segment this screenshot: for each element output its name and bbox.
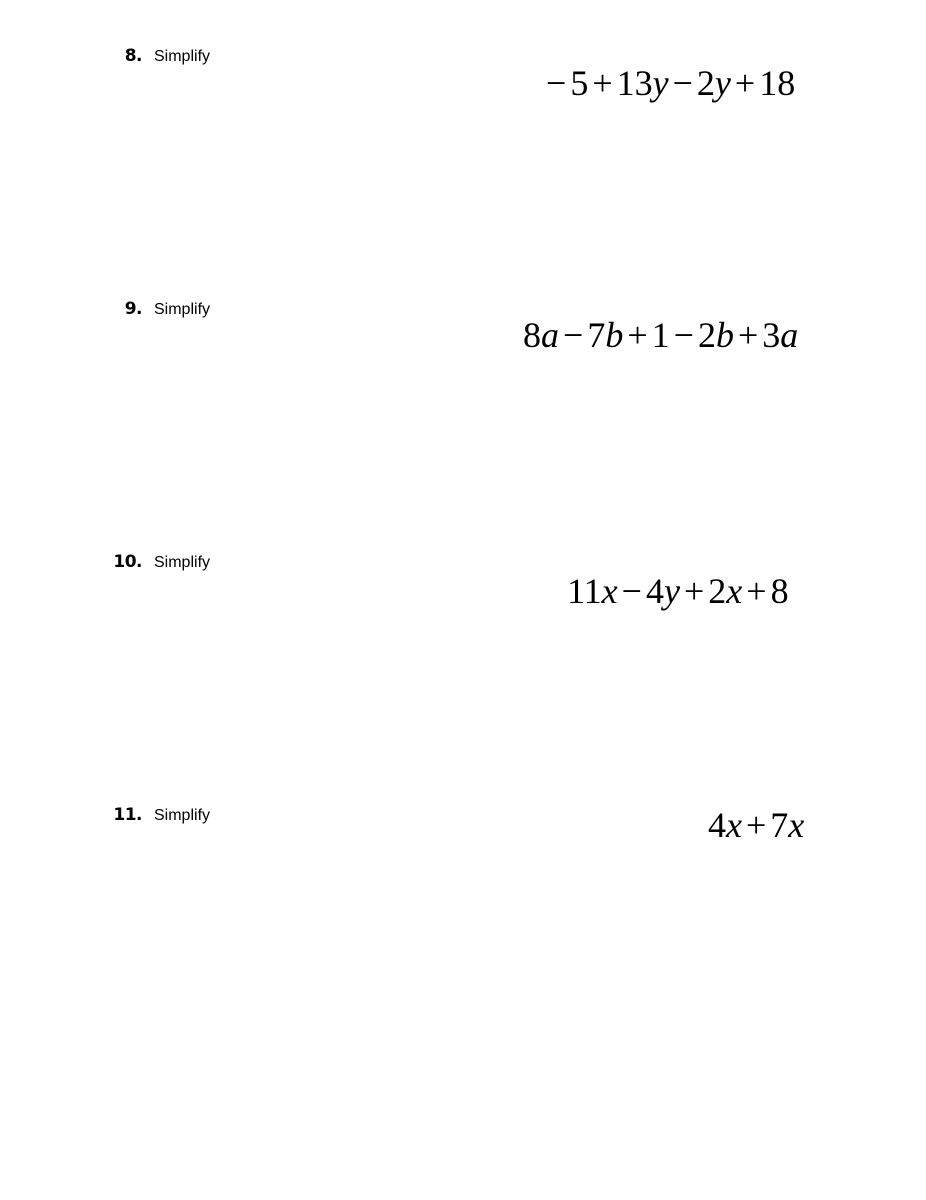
problem-instruction: Simplify	[154, 48, 211, 65]
problem-number: 10.	[113, 552, 142, 572]
problem-11	[0, 804, 926, 924]
math-expression: 8a − 7b + 1 − 2b + 3a	[523, 315, 799, 355]
problem-instruction: Simplify	[154, 301, 211, 318]
problem-number: 9.	[124, 299, 142, 319]
problem-10	[0, 551, 926, 671]
problem-instruction: Simplify	[154, 554, 211, 571]
problem-number: 8.	[124, 46, 142, 66]
math-expression: 4x + 7x	[708, 805, 805, 845]
problem-instruction: Simplify	[154, 807, 211, 824]
problem-8	[0, 45, 926, 165]
math-expression: 11x − 4y + 2x + 8	[567, 571, 789, 611]
problem-number: 11.	[113, 805, 142, 825]
math-expression: − 5 + 13y − 2y + 18	[546, 63, 796, 103]
problem-9	[0, 298, 926, 418]
